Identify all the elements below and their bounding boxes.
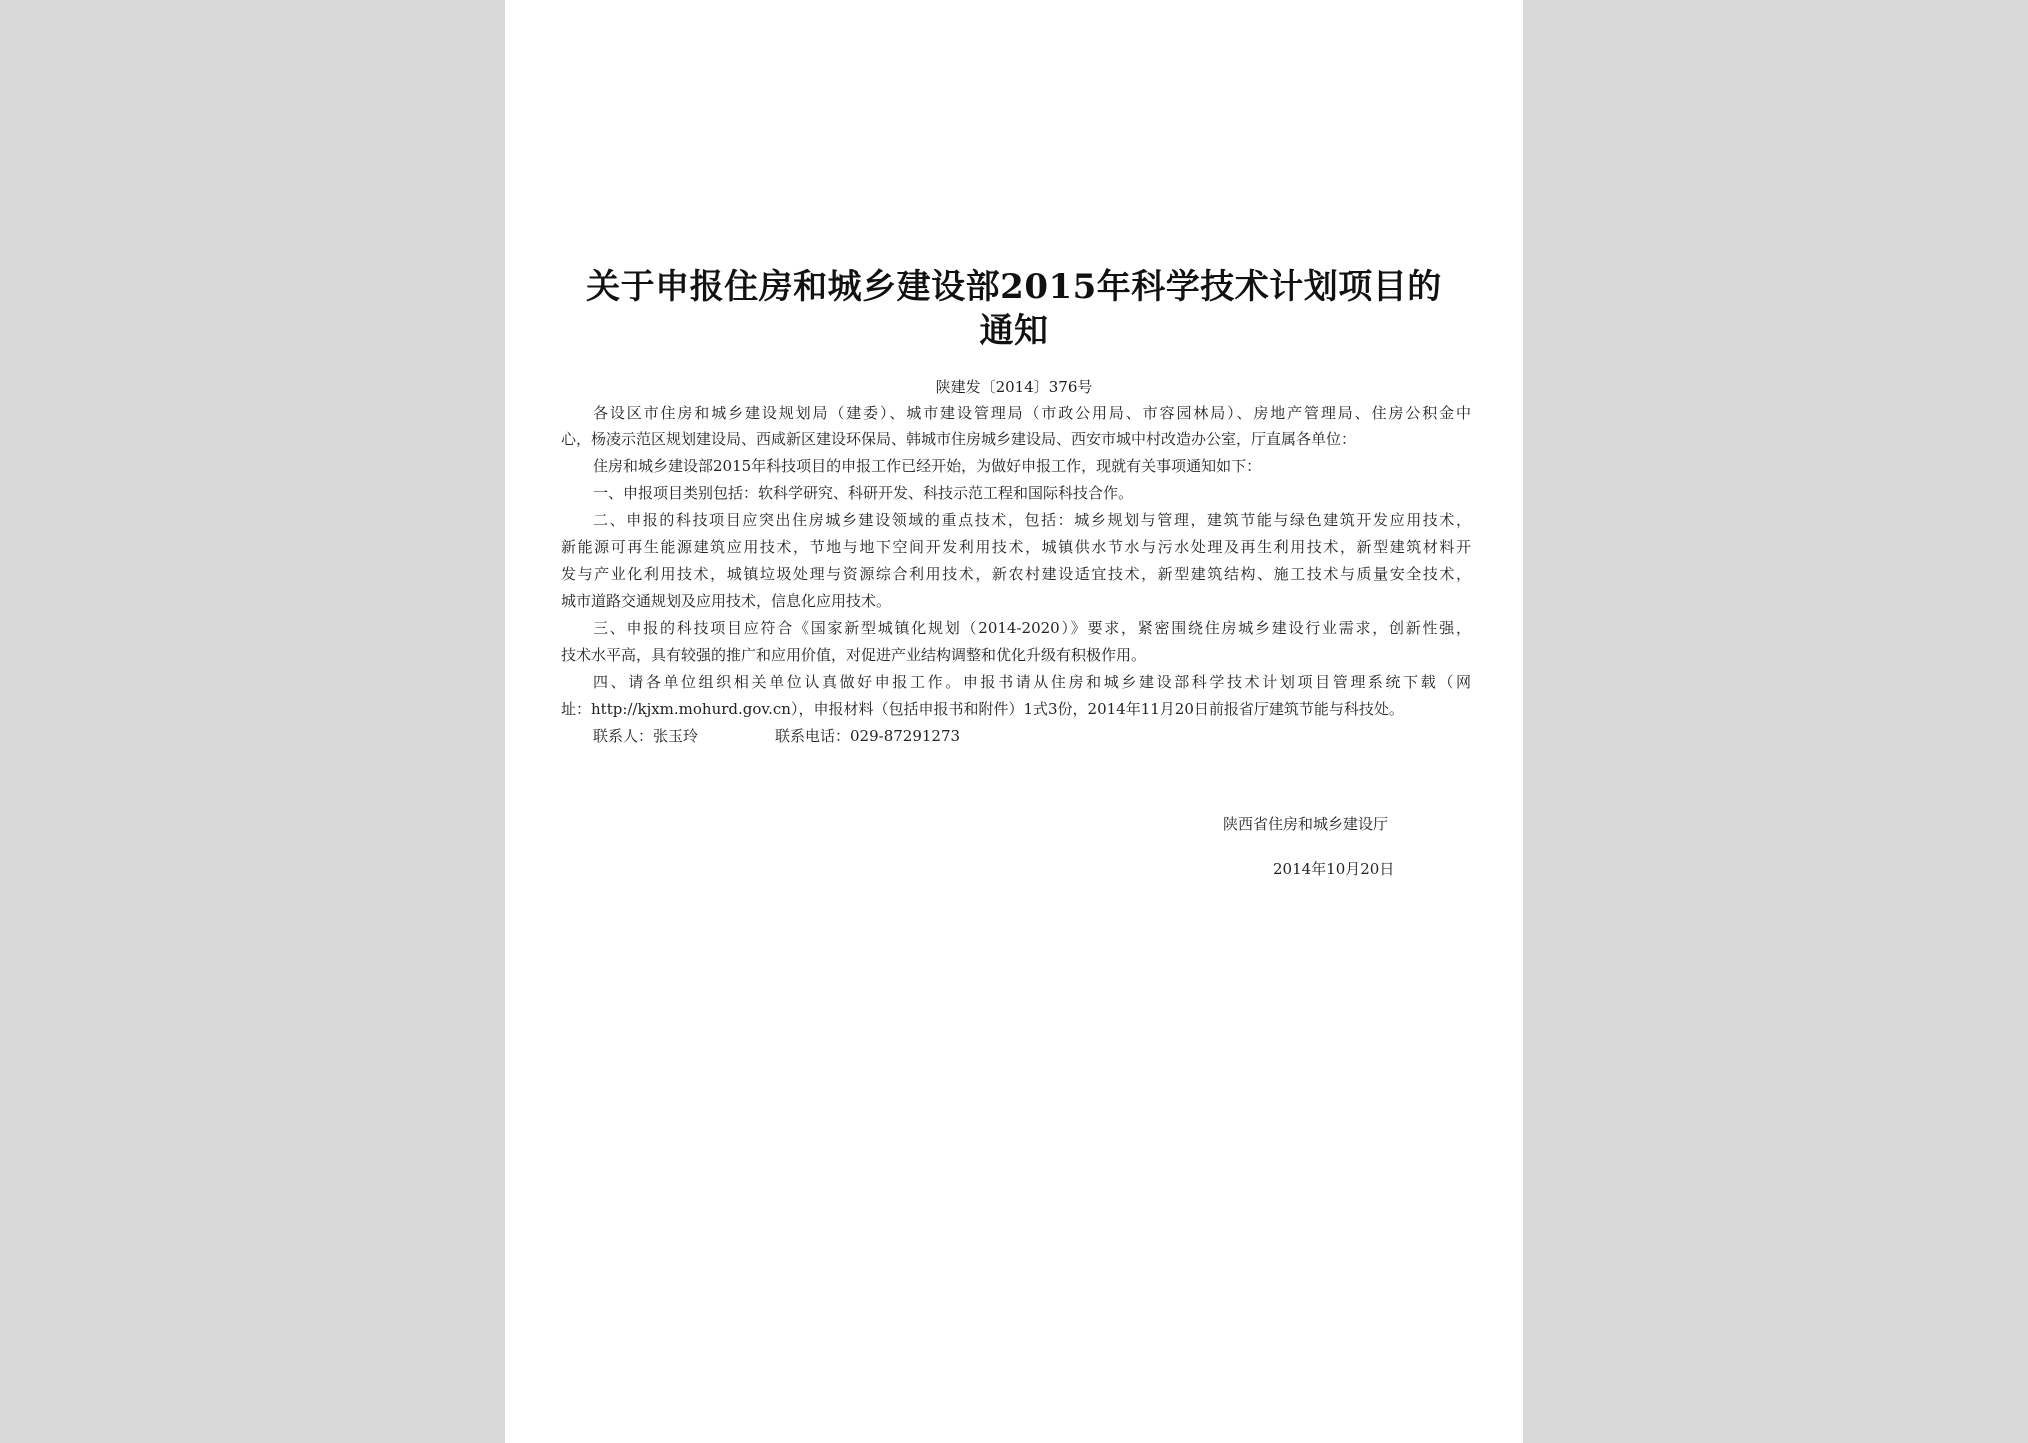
body-line: 城市道路交通规划及应用技术，信息化应用技术。 [561, 592, 892, 610]
body-line: 一、申报项目类别包括：软科学研究、科研开发、科技示范工程和国际科技合作。 [593, 484, 1134, 502]
document-number: 陕建发〔2014〕376号 [935, 378, 1093, 396]
contact-phone: 联系电话：029-87291273 [775, 727, 961, 745]
issue-date: 2014年10月20日 [1273, 860, 1395, 878]
body-line: 三、申报的科技项目应符合《国家新型城镇化规划（2014-2020）》要求，紧密围绕住房城乡建设行业需求，创新性强， [593, 619, 1471, 637]
issuer-name: 陕西省住房和城乡建设厅 [1223, 815, 1389, 833]
body-line: 址：http://kjxm.mohurd.gov.cn），申报材料（包括申报书和附件）1式3份，2014年11月20日前报省厅建筑节能与科技处。 [561, 700, 1404, 718]
body-line: 二、申报的科技项目应突出住房城乡建设领域的重点技术，包括：城乡规划与管理，建筑节能与绿色建筑开发应用技术， [593, 511, 1471, 529]
document-page [505, 0, 1523, 1443]
document-title-line-2: 通知 [979, 311, 1049, 351]
document-title-line-1: 关于申报住房和城乡建设部2015年科学技术计划项目的 [586, 267, 1442, 307]
body-line: 各设区市住房和城乡建设规划局（建委）、城市建设管理局（市政公用局、市容园林局）、房地产管理局、住房公积金中 [593, 404, 1471, 422]
body-line: 心，杨凌示范区规划建设局、西咸新区建设环保局、韩城市住房城乡建设局、西安市城中村改造办公室，厅直属各单位： [561, 430, 1357, 448]
body-line: 四、请各单位组织相关单位认真做好申报工作。申报书请从住房和城乡建设部科学技术计划项目管理系统下载（网 [593, 673, 1471, 691]
body-line: 住房和城乡建设部2015年科技项目的申报工作已经开始，为做好申报工作，现就有关事项通知如下： [593, 457, 1262, 475]
body-line: 技术水平高，具有较强的推广和应用价值，对促进产业结构调整和优化升级有积极作用。 [561, 646, 1147, 664]
body-line: 发与产业化利用技术，城镇垃圾处理与资源综合利用技术，新农村建设适宜技术，新型建筑结构、施工技术与质量安全技术， [561, 565, 1471, 583]
contact-person: 联系人：张玉玲 [593, 727, 699, 745]
body-line: 新能源可再生能源建筑应用技术，节地与地下空间开发利用技术，城镇供水节水与污水处理及再生利用技术，新型建筑材料开 [561, 538, 1471, 556]
